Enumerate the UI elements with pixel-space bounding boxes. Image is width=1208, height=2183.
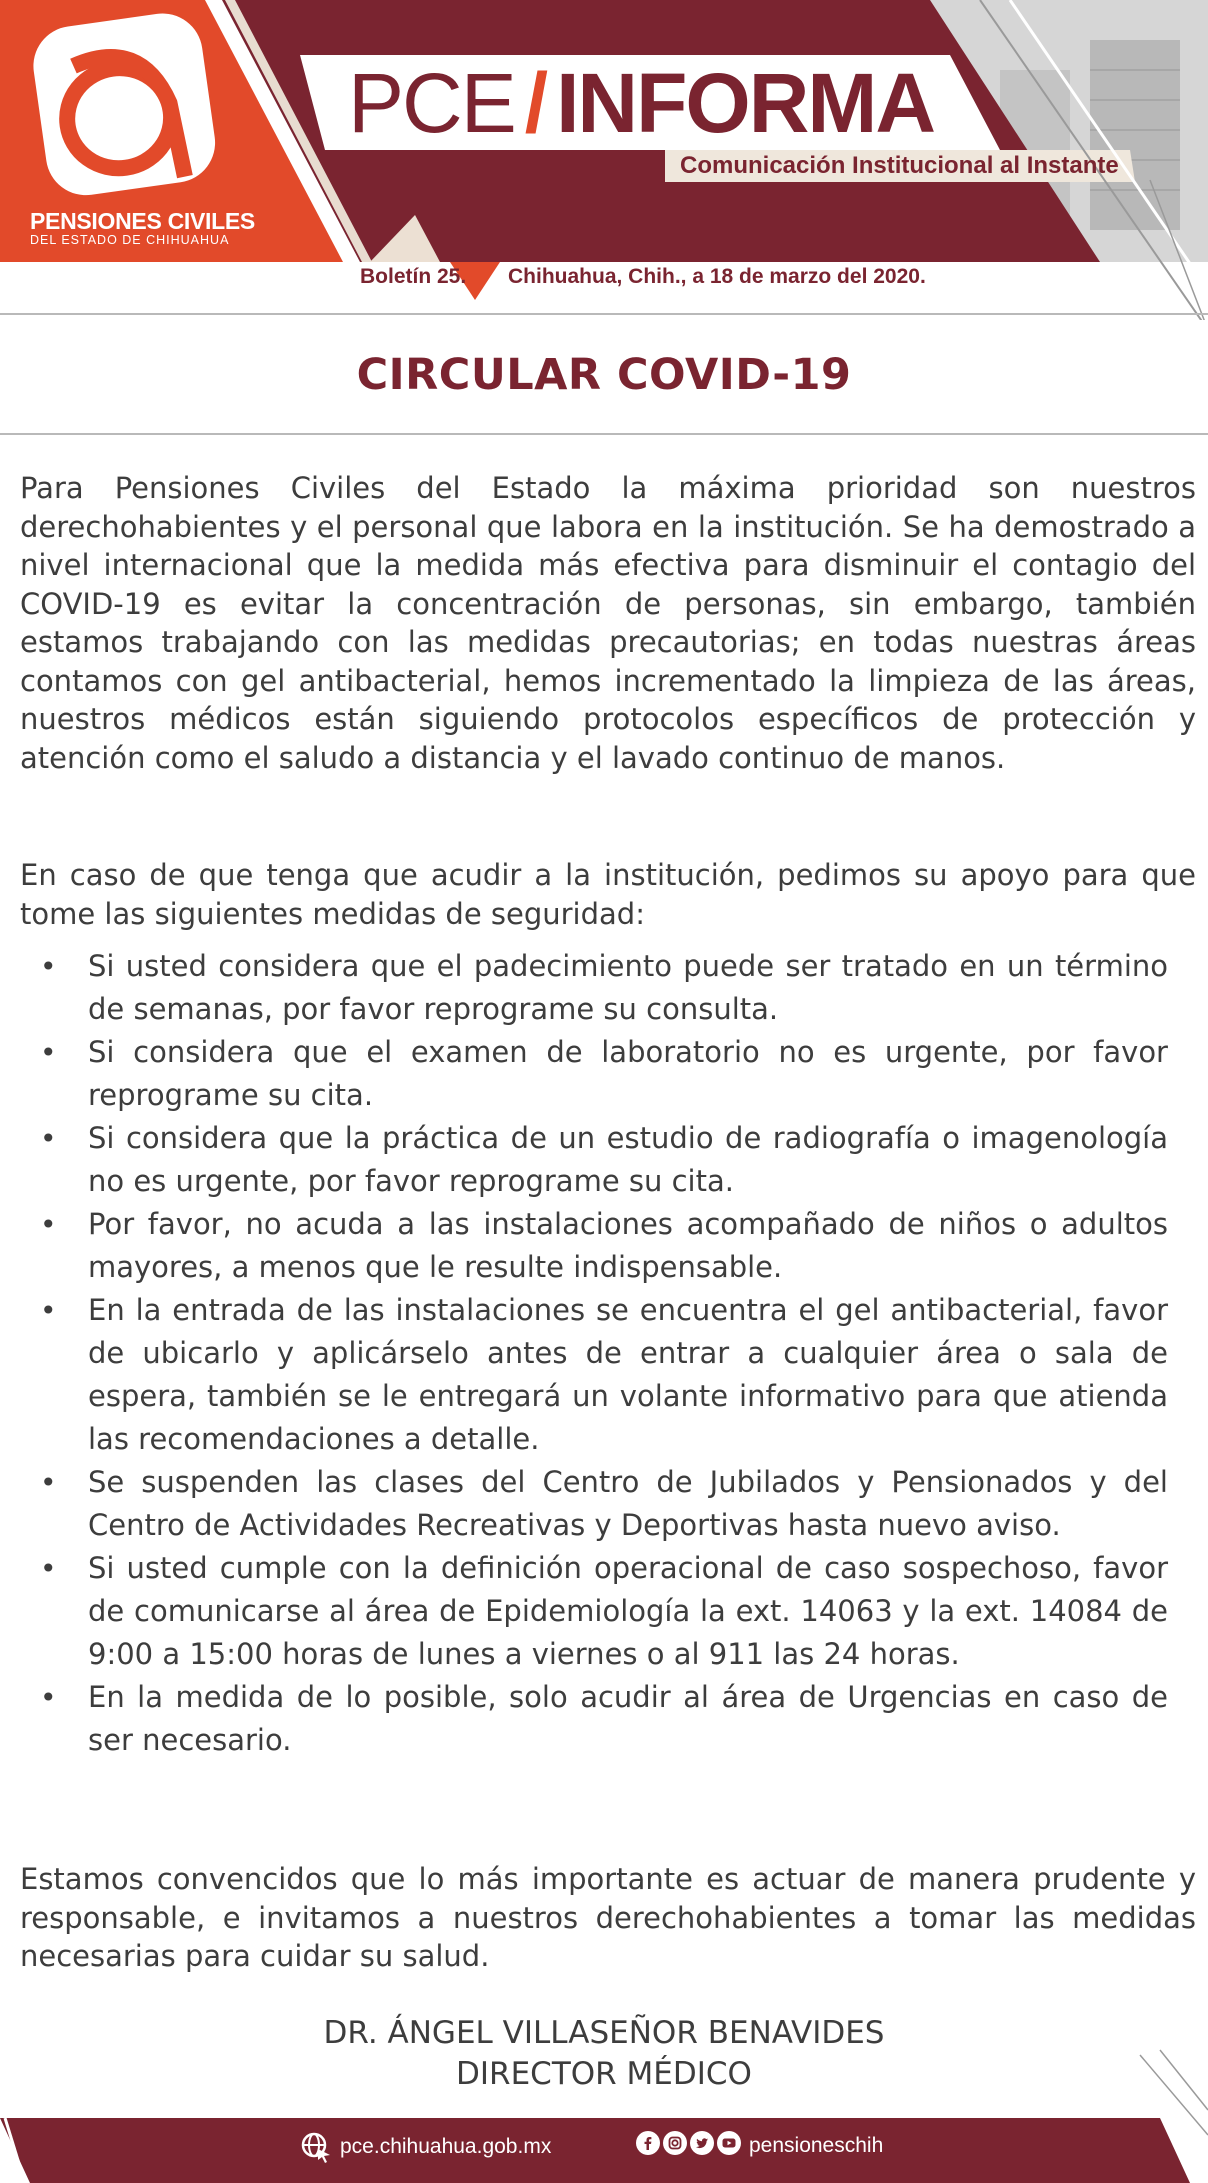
signatory-role: DIRECTOR MÉDICO — [456, 2056, 752, 2092]
social-icons — [636, 2131, 741, 2161]
bullet-icon: • — [40, 1208, 57, 1241]
brand-slash: / — [524, 56, 547, 150]
list-item — [40, 1461, 1168, 1547]
title-top-divider — [0, 313, 1208, 315]
list-item-text: Por favor, no acuda a las instalaciones acompañado de niños o adultos mayores, a menos que le resulte indispensable. — [88, 1207, 1168, 1284]
lead-paragraph: En caso de que tenga que acudir a la institución, pedimos su apoyo para que tome las siguientes medidas de seguridad: — [20, 858, 1196, 931]
bullet-icon: • — [40, 1036, 57, 1069]
brand-informa: INFORMA — [556, 56, 935, 150]
brand-tagline: Comunicación Institucional al Instante — [680, 152, 1119, 179]
document-title: CIRCULAR COVID-19 — [356, 350, 852, 400]
list-item — [40, 1031, 1168, 1117]
bulletin-date: Chihuahua, Chih., a 18 de marzo del 2020. — [508, 265, 926, 288]
brand-pce: PCE — [348, 56, 515, 150]
footer-website-text[interactable]: pce.chihuahua.gob.mx — [340, 2135, 552, 2158]
list-item — [40, 1676, 1168, 1762]
intro-paragraph: Para Pensiones Civiles del Estado la máxima prioridad son nuestros derechohabientes y el personal que labora en la institución. Se ha demostrado a nivel internacional que la medida más efectiva para disminuir el contagio del COVID-19 es evitar la concentración de personas, sin embargo, también estamos trabajando con las medidas precautorias; en todas nuestras áreas contamos con gel antibacterial, hemos incrementado la limpieza de las áreas, nuestros médicos están siguiendo protocolos específicos de protección y atención como el saludo a distancia y el lavado continuo de manos. — [20, 471, 1196, 775]
youtube-icon[interactable] — [717, 2131, 741, 2161]
footer-social-handle[interactable]: pensioneschih — [749, 2134, 884, 2157]
list-item — [40, 1203, 1168, 1289]
list-item-text: Si considera que el examen de laboratorio no es urgente, por favor reprograme su cita. — [88, 1035, 1168, 1112]
list-item-text: En la entrada de las instalaciones se encuentra el gel antibacterial, favor de ubicarlo y aplicárselo antes de entrar a cualquier área o sala de espera, también se le entregará un volante informativo para que atienda las recomendaciones a detalle. — [88, 1293, 1168, 1456]
globe-cursor-icon — [300, 2131, 332, 2163]
list-item — [40, 1289, 1168, 1461]
list-item-text: Se suspenden las clases del Centro de Jubilados y Pensionados y del Centro de Actividades Recreativas y Deportivas hasta nuevo aviso. — [88, 1465, 1168, 1542]
footer-website-link[interactable] — [300, 2131, 551, 2163]
logo-name: PENSIONES CIVILES — [30, 208, 255, 234]
footer-social-links[interactable] — [636, 2131, 883, 2161]
pce-logo-icon — [28, 8, 220, 200]
instagram-icon[interactable] — [663, 2131, 687, 2161]
bulletin-number: Boletín 25. — [360, 265, 467, 288]
list-item-text: Si usted cumple con la definición operacional de caso sospechoso, favor de comunicarse al área de Epidemiología la ext. 14063 y la ext. 14084 de 9:00 a 15:00 horas de lunes a viernes o al 911 las 24 horas. — [88, 1551, 1168, 1671]
list-item-text: Si considera que la práctica de un estudio de radiografía o imagenología no es urgente, por favor reprograme su cita. — [88, 1121, 1168, 1198]
brand-title — [348, 58, 934, 148]
bullet-icon: • — [40, 1552, 57, 1585]
bullet-icon: • — [40, 1681, 57, 1714]
twitter-icon[interactable] — [690, 2131, 714, 2161]
list-item — [40, 945, 1168, 1031]
bullet-icon: • — [40, 1122, 57, 1155]
header-banner — [0, 0, 1208, 320]
closing-paragraph: Estamos convencidos que lo más importante es actuar de manera prudente y responsable, e invitamos a nuestros derechohabientes a tomar las medidas necesarias para cuidar su salud. — [20, 1862, 1196, 1973]
list-item-text: En la medida de lo posible, solo acudir al área de Urgencias en caso de ser necesario. — [88, 1680, 1168, 1757]
logo-subname: DEL ESTADO DE CHIHUAHUA — [30, 233, 230, 247]
bullet-icon: • — [40, 950, 57, 983]
signatory-name: DR. ÁNGEL VILLASEÑOR BENAVIDES — [323, 2015, 885, 2051]
list-item-text: Si usted considera que el padecimiento puede ser tratado en un término de semanas, por favor reprograme su consulta. — [88, 949, 1168, 1026]
list-item — [40, 1547, 1168, 1676]
facebook-icon[interactable] — [636, 2131, 660, 2161]
bullet-icon: • — [40, 1294, 57, 1327]
title-bottom-divider — [0, 433, 1208, 435]
safety-measures-list — [40, 945, 1168, 1762]
list-item — [40, 1117, 1168, 1203]
bullet-icon: • — [40, 1466, 57, 1499]
